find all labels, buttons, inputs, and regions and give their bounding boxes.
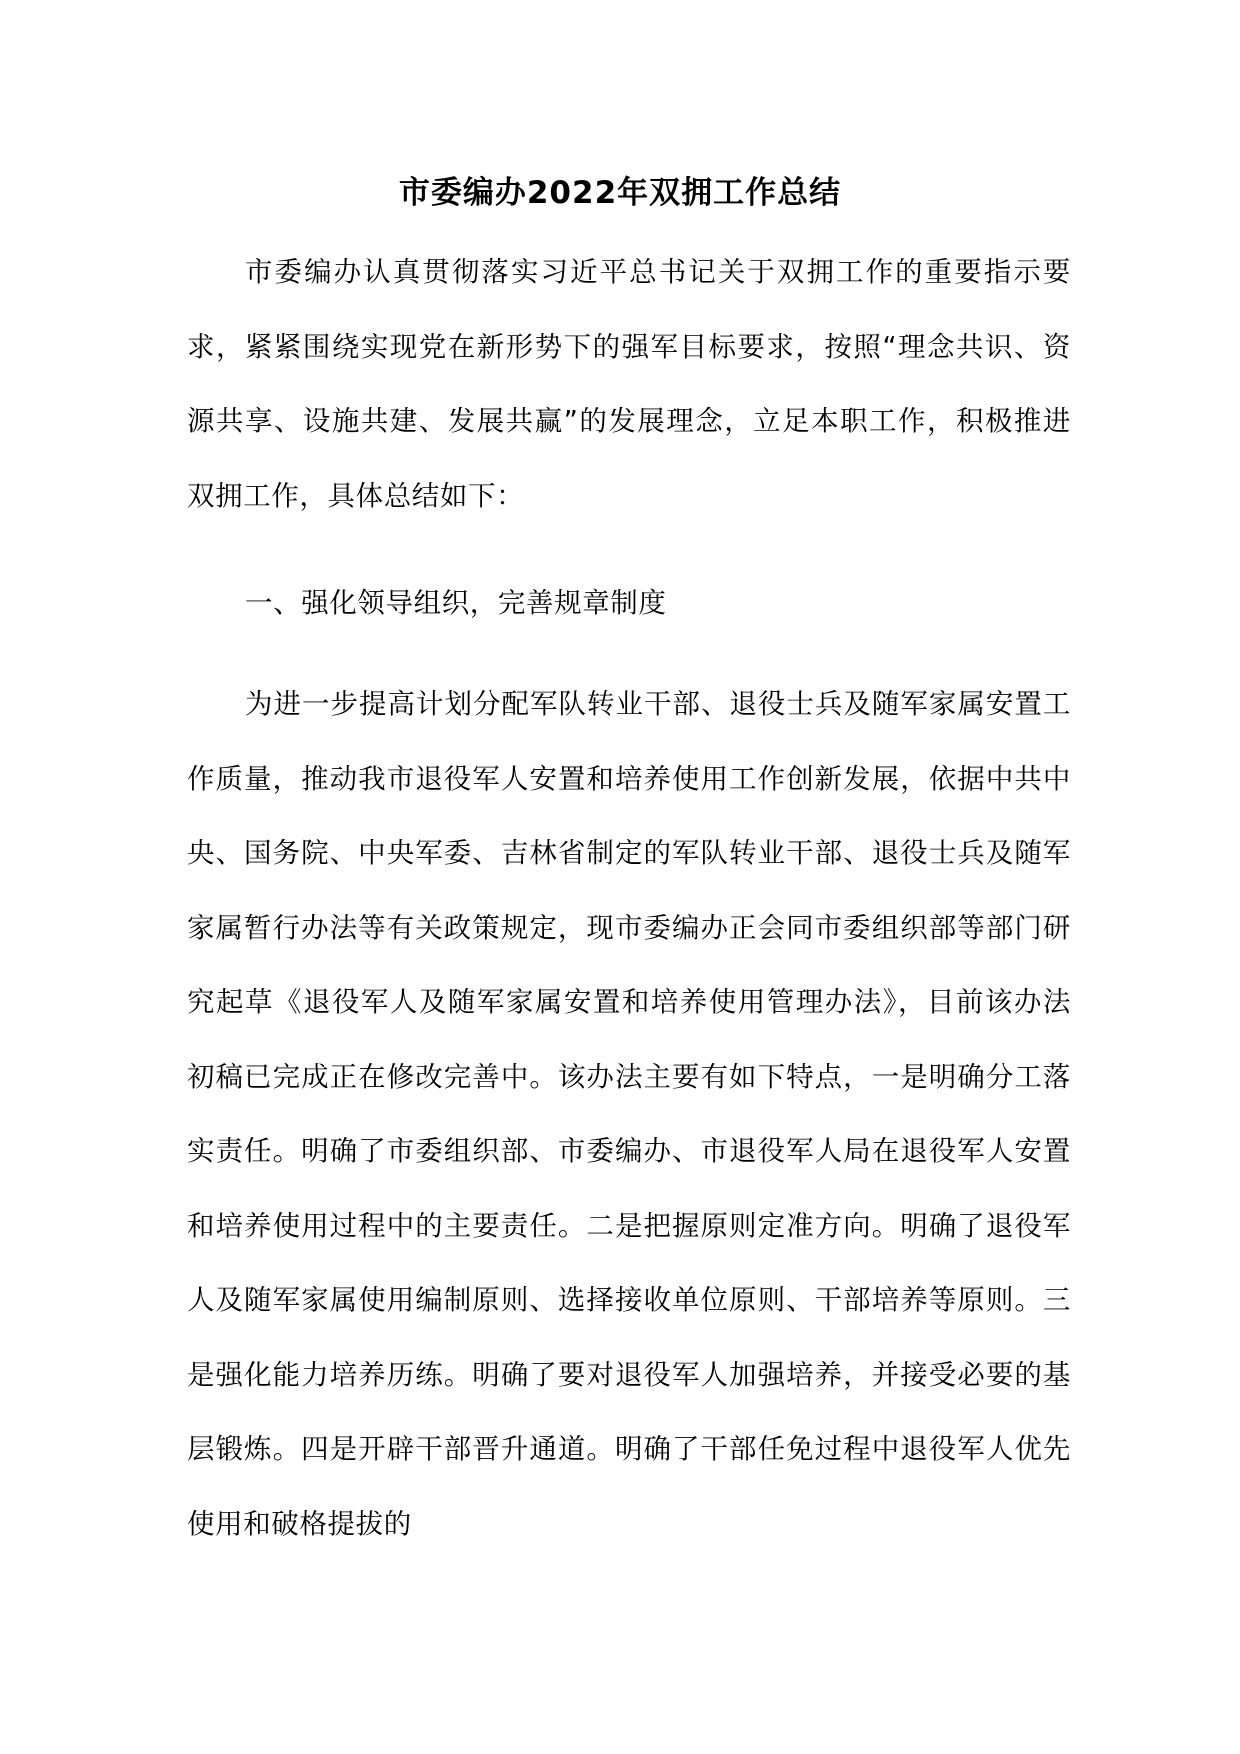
document-title: 市委编办2022年双拥工作总结 bbox=[398, 175, 842, 211]
section-heading: 一、强化领导组织，完善规章制度 bbox=[245, 587, 667, 619]
body-paragraph: 为进一步提高计划分配军队转业干部、退役士兵及随军家属安置工作质量，推动我市退役军人安置和培养使用工作创新发展，依据中共中央、国务院、中央军委、吉林省制定的军队转业干部、退役士兵及随军家属暂行办法等有关政策规定，现市委编办正会同市委组织部等部门研究起草《退役军人及随军家属安置和培养使用管理办法》，目前该办法初稿已完成正在修改完善中。该办法主要有如下特点，一是明确分工落实责任。明确了市委组织部、市委编办、市退役军人局在退役军人安置和培养使用过程中的主要责任。二是把握原则定准方向。明确了退役军人及随军家属使用编制原则、选择接收单位原则、干部培养等原则。三是强化能力培养历练。明确了要对退役军人加强培养，并接受必要的基层锻炼。四是开辟干部晋升通道。明确了干部任免过程中退役军人优先使用和破格提拔的 bbox=[187, 688, 1071, 1540]
intro-paragraph: 市委编办认真贯彻落实习近平总书记关于双拥工作的重要指示要求，紧紧围绕实现党在新形势下的强军目标要求，按照“理念共识、资源共享、设施共建、发展共赢”的发展理念，立足本职工作，积极推进双拥工作，具体总结如下： bbox=[187, 256, 1071, 512]
